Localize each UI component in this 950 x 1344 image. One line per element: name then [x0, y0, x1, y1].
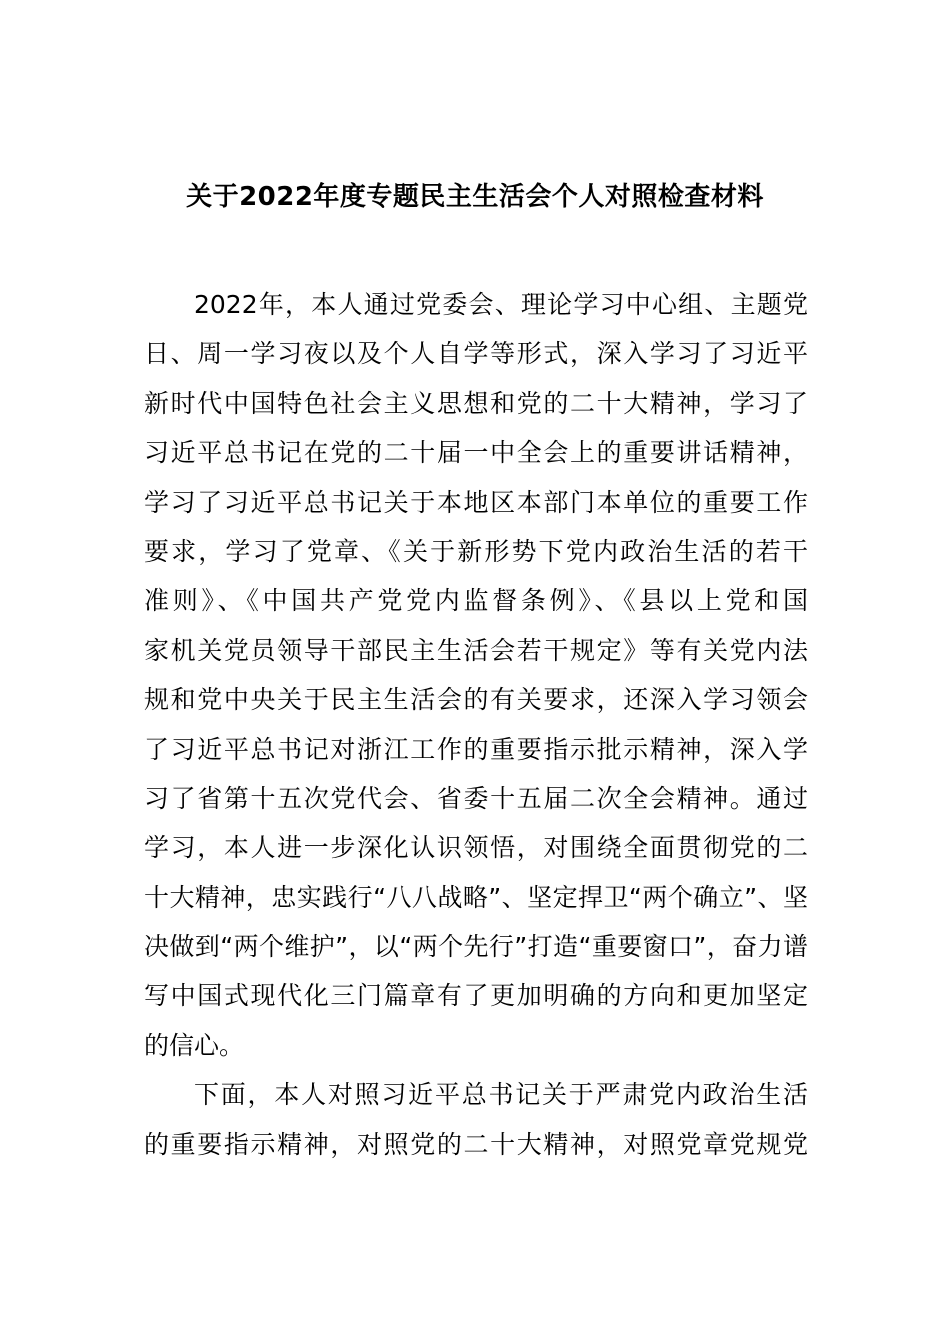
- text-line: 要求，学习了党章、《关于新形势下党内政治生活的若干: [144, 536, 808, 566]
- paragraph-2: [144, 1070, 808, 1169]
- text-line: 了习近平总书记对浙江工作的重要指示批示精神，深入学: [144, 734, 808, 764]
- text-line: 决做到“两个维护”，以“两个先行”打造“重要窗口”，奋力谱: [144, 932, 808, 962]
- text-line: 习了省第十五次党代会、省委十五届二次全会精神。通过: [144, 783, 808, 813]
- text-line: 习近平总书记在党的二十届一中全会上的重要讲话精神，: [144, 438, 808, 468]
- text-line: 2022年，本人通过党委会、理论学习中心组、主题党: [194, 290, 808, 319]
- text-line: 准则》、《中国共产党党内监督条例》、《县以上党和国: [144, 586, 808, 616]
- text-line: 新时代中国特色社会主义思想和党的二十大精神，学习了: [144, 388, 808, 418]
- text-line: 学习，本人进一步深化认识领悟，对围绕全面贯彻党的二: [144, 833, 808, 863]
- text-line: 家机关党员领导干部民主生活会若干规定》等有关党内法: [144, 635, 808, 665]
- document-title: 关于2022年度专题民主生活会个人对照检查材料: [186, 182, 764, 213]
- text-line: 的信心。: [144, 1030, 245, 1060]
- text-line: 写中国式现代化三门篇章有了更加明确的方向和更加坚定: [144, 981, 808, 1011]
- paragraph-1: [144, 280, 808, 1070]
- text-line: 下面，本人对照习近平总书记关于严肃党内政治生活: [194, 1080, 808, 1110]
- document-body: [144, 280, 808, 1169]
- text-line: 日、周一学习夜以及个人自学等形式，深入学习了习近平: [144, 339, 808, 369]
- text-line: 学习了习近平总书记关于本地区本部门本单位的重要工作: [144, 487, 808, 517]
- text-line: 规和党中央关于民主生活会的有关要求，还深入学习领会: [144, 685, 808, 715]
- text-line: 十大精神，忠实践行“八八战略”、坚定捍卫“两个确立”、坚: [144, 882, 808, 912]
- text-line: 的重要指示精神，对照党的二十大精神，对照党章党规党: [144, 1129, 808, 1159]
